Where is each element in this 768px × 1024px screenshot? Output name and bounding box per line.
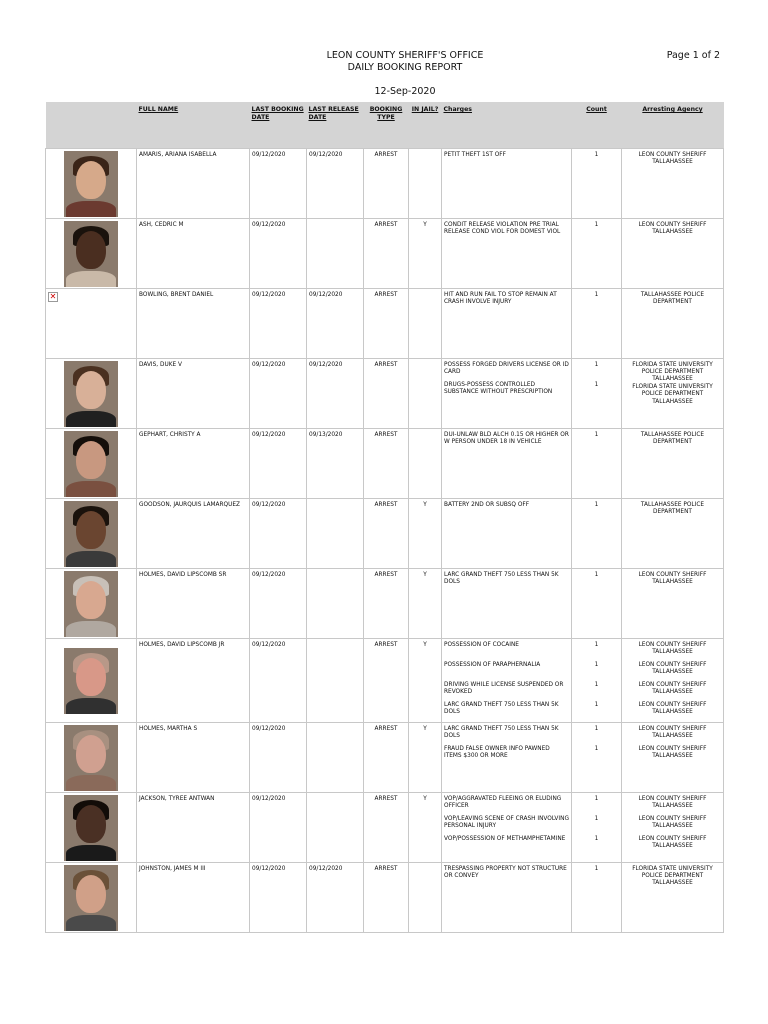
- booking-date-cell: 09/12/2020: [250, 862, 307, 932]
- booking-type-cell: ARREST: [364, 638, 409, 722]
- charge-text: POSSESSION OF PARAPHERNALIA: [444, 661, 541, 668]
- charges-cell: [442, 862, 572, 932]
- table-row: [46, 568, 724, 638]
- charge-text: LARC GRAND THEFT 750 LESS THAN 5K DOLS: [444, 725, 559, 739]
- charge-agency: LEON COUNTY SHERIFF TALLAHASSEE: [638, 641, 707, 655]
- charge-agency: FLORIDA STATE UNIVERSITY POLICE DEPARTMENT TALLAHASSEE: [632, 383, 713, 405]
- charge-text: LARC GRAND THEFT 750 LESS THAN 5K DOLS: [444, 571, 559, 585]
- mugshot-photo: [64, 795, 118, 861]
- charge-text: POSSESS FORGED DRIVERS LICENSE OR ID CARD: [444, 361, 569, 375]
- charge-text: HIT AND RUN FAIL TO STOP REMAIN AT CRASH INVOLVE INJURY: [444, 291, 557, 305]
- mugshot-photo: [64, 571, 118, 637]
- release-date-cell: [307, 792, 364, 862]
- booking-type-cell: ARREST: [364, 862, 409, 932]
- charge-agency: LEON COUNTY SHERIFF TALLAHASSEE: [638, 725, 707, 739]
- count-cell: [572, 568, 622, 638]
- full-name-cell: ASH, CEDRIC M: [137, 218, 250, 288]
- mugshot-photo: [64, 221, 118, 287]
- charge-agency: TALLAHASSEE POLICE DEPARTMENT: [640, 501, 705, 515]
- full-name-cell: GEPHART, CHRISTY A: [137, 428, 250, 498]
- mugshot-cell: [46, 288, 137, 358]
- charges-cell: [442, 722, 572, 792]
- booking-type-cell: ARREST: [364, 428, 409, 498]
- table-row: [46, 792, 724, 862]
- booking-date-cell: 09/12/2020: [250, 148, 307, 218]
- mugshot-cell: [46, 148, 137, 218]
- report-date: 12-Sep-2020: [374, 86, 436, 97]
- col-last-release-date: LAST RELEASE DATE: [307, 102, 364, 148]
- release-date-cell: [307, 218, 364, 288]
- agency-cell: [622, 862, 724, 932]
- col-full-name: FULL NAME: [137, 102, 250, 148]
- booking-date-cell: 09/12/2020: [250, 358, 307, 428]
- mugshot-cell: [46, 358, 137, 428]
- in-jail-cell: Y: [409, 218, 442, 288]
- booking-type-cell: ARREST: [364, 218, 409, 288]
- agency-cell: [622, 428, 724, 498]
- col-last-booking-date: LAST BOOKING DATE: [250, 102, 307, 148]
- count-cell: [572, 792, 622, 862]
- agency-cell: [622, 792, 724, 862]
- charge-text: PETIT THEFT 1ST OFF: [444, 151, 506, 158]
- count-cell: [572, 722, 622, 792]
- table-row: [46, 862, 724, 932]
- booking-type-cell: ARREST: [364, 358, 409, 428]
- count-cell: [572, 638, 622, 722]
- charge-count: 1: [594, 501, 599, 508]
- charge-count: 1: [594, 701, 599, 708]
- charge-agency: LEON COUNTY SHERIFF TALLAHASSEE: [638, 571, 707, 585]
- charge-count: 1: [594, 641, 599, 648]
- agency-cell: [622, 722, 724, 792]
- booking-type-cell: ARREST: [364, 498, 409, 568]
- broken-image-icon: ✕: [49, 291, 57, 301]
- mugshot-cell: [46, 428, 137, 498]
- mugshot-cell: [46, 498, 137, 568]
- charge-count: 1: [594, 291, 599, 298]
- booking-date-cell: 09/12/2020: [250, 428, 307, 498]
- full-name-cell: JOHNSTON, JAMES M III: [137, 862, 250, 932]
- mugshot-photo: [64, 865, 118, 931]
- charge-count: 1: [594, 815, 599, 822]
- charge-count: 1: [594, 835, 599, 842]
- charge-count: 1: [594, 681, 599, 688]
- charge-text: DRIVING WHILE LICENSE SUSPENDED OR REVOKED: [444, 681, 564, 695]
- in-jail-cell: Y: [409, 722, 442, 792]
- charge-count: 1: [594, 865, 599, 872]
- table-row: [46, 218, 724, 288]
- table-row: [46, 638, 724, 722]
- mugshot-photo: [64, 501, 118, 567]
- in-jail-cell: [409, 288, 442, 358]
- count-cell: [572, 358, 622, 428]
- page-number: Page 1 of 2: [666, 50, 720, 61]
- count-cell: [572, 218, 622, 288]
- full-name-cell: DAVIS, DUKE V: [137, 358, 250, 428]
- charge-text: CONDIT RELEASE VIOLATION PRE TRIAL RELEASE COND VIOL FOR DOMEST VIOL: [444, 221, 561, 235]
- charge-count: 1: [594, 661, 599, 668]
- charge-count: 1: [594, 151, 599, 158]
- full-name-cell: JACKSON, TYREE ANTWAN: [137, 792, 250, 862]
- charge-agency: TALLAHASSEE POLICE DEPARTMENT: [640, 291, 705, 305]
- in-jail-cell: [409, 862, 442, 932]
- booking-date-cell: 09/12/2020: [250, 288, 307, 358]
- charge-agency: LEON COUNTY SHERIFF TALLAHASSEE: [638, 661, 707, 675]
- release-date-cell: [307, 722, 364, 792]
- table-row: [46, 358, 724, 428]
- agency-cell: [622, 218, 724, 288]
- charges-cell: [442, 498, 572, 568]
- mugshot-photo: [64, 361, 118, 427]
- charges-cell: [442, 148, 572, 218]
- charge-count: 1: [594, 221, 599, 228]
- booking-type-cell: ARREST: [364, 288, 409, 358]
- in-jail-cell: Y: [409, 792, 442, 862]
- charge-count: 1: [594, 381, 599, 388]
- agency-cell: [622, 148, 724, 218]
- agency-cell: [622, 498, 724, 568]
- release-date-cell: 09/13/2020: [307, 428, 364, 498]
- charge-agency: LEON COUNTY SHERIFF TALLAHASSEE: [638, 701, 707, 715]
- table-header-row: [46, 102, 724, 148]
- in-jail-cell: Y: [409, 638, 442, 722]
- charge-count: 1: [594, 361, 599, 368]
- charge-agency: LEON COUNTY SHERIFF TALLAHASSEE: [638, 745, 707, 759]
- charge-agency: FLORIDA STATE UNIVERSITY POLICE DEPARTMENT TALLAHASSEE: [632, 361, 713, 383]
- report-title-line1: LEON COUNTY SHERIFF'S OFFICE: [326, 50, 484, 61]
- col-count: Count: [572, 102, 622, 148]
- full-name-cell: AMARIS, ARIANA ISABELLA: [137, 148, 250, 218]
- mugshot-photo: [64, 648, 118, 714]
- charges-cell: [442, 568, 572, 638]
- charges-cell: [442, 218, 572, 288]
- charges-cell: [442, 792, 572, 862]
- report-title: [230, 50, 580, 74]
- in-jail-cell: [409, 358, 442, 428]
- charge-agency: LEON COUNTY SHERIFF TALLAHASSEE: [638, 681, 707, 695]
- charge-text: VOP/LEAVING SCENE OF CRASH INVOLVING PERSONAL INJURY: [444, 815, 569, 829]
- booking-type-cell: ARREST: [364, 792, 409, 862]
- col-photo: [46, 102, 137, 148]
- full-name-cell: BOWLING, BRENT DANIEL: [137, 288, 250, 358]
- charge-agency: TALLAHASSEE POLICE DEPARTMENT: [640, 431, 705, 445]
- charge-text: POSSESSION OF COCAINE: [444, 641, 519, 648]
- release-date-cell: 09/12/2020: [307, 358, 364, 428]
- in-jail-cell: Y: [409, 498, 442, 568]
- count-cell: [572, 498, 622, 568]
- count-cell: [572, 428, 622, 498]
- charge-agency: LEON COUNTY SHERIFF TALLAHASSEE: [638, 835, 707, 849]
- table-row: [46, 722, 724, 792]
- count-cell: [572, 288, 622, 358]
- charges-cell: [442, 358, 572, 428]
- mugshot-photo: [64, 725, 118, 791]
- charge-count: 1: [594, 431, 599, 438]
- charge-agency: LEON COUNTY SHERIFF TALLAHASSEE: [638, 151, 707, 165]
- release-date-cell: 09/12/2020: [307, 148, 364, 218]
- charge-text: LARC GRAND THEFT 750 LESS THAN 5K DOLS: [444, 701, 559, 715]
- release-date-cell: 09/12/2020: [307, 288, 364, 358]
- count-cell: [572, 862, 622, 932]
- charge-agency: LEON COUNTY SHERIFF TALLAHASSEE: [638, 795, 707, 809]
- charges-cell: [442, 288, 572, 358]
- agency-cell: [622, 358, 724, 428]
- booking-date-cell: 09/12/2020: [250, 568, 307, 638]
- mugshot-photo: [64, 151, 118, 217]
- charge-count: 1: [594, 795, 599, 802]
- in-jail-cell: [409, 148, 442, 218]
- table-row: [46, 428, 724, 498]
- charge-text: FRAUD FALSE OWNER INFO PAWNED ITEMS $300 OR MORE: [444, 745, 550, 759]
- mugshot-cell: [46, 792, 137, 862]
- col-booking-type: BOOKING TYPE: [364, 102, 409, 148]
- booking-date-cell: 09/12/2020: [250, 722, 307, 792]
- booking-date-cell: 09/12/2020: [250, 792, 307, 862]
- release-date-cell: [307, 498, 364, 568]
- mugshot-cell: [46, 218, 137, 288]
- full-name-cell: HOLMES, DAVID LIPSCOMB JR: [137, 638, 250, 722]
- mugshot-cell: [46, 638, 137, 722]
- agency-cell: [622, 568, 724, 638]
- charge-agency: LEON COUNTY SHERIFF TALLAHASSEE: [638, 221, 707, 235]
- charge-agency: FLORIDA STATE UNIVERSITY POLICE DEPARTMENT TALLAHASSEE: [632, 865, 713, 887]
- table-row: [46, 288, 724, 358]
- charge-text: DRUGS-POSSESS CONTROLLED SUBSTANCE WITHOUT PRESCRIPTION: [444, 381, 553, 395]
- full-name-cell: GOODSON, JAURQUIS LAMARQUEZ: [137, 498, 250, 568]
- release-date-cell: [307, 638, 364, 722]
- charge-count: 1: [594, 571, 599, 578]
- in-jail-cell: Y: [409, 568, 442, 638]
- booking-date-cell: 09/12/2020: [250, 218, 307, 288]
- report-title-line2: DAILY BOOKING REPORT: [347, 62, 463, 73]
- charge-text: DUI-UNLAW BLD ALCH 0.15 OR HIGHER OR W PERSON UNDER 18 IN VEHICLE: [444, 431, 569, 445]
- charge-agency: LEON COUNTY SHERIFF TALLAHASSEE: [638, 815, 707, 829]
- count-cell: [572, 148, 622, 218]
- booking-date-cell: 09/12/2020: [250, 638, 307, 722]
- charge-text: VOP/AGGRAVATED FLEEING OR ELUDING OFFICER: [444, 795, 562, 809]
- col-in-jail: IN JAIL?: [409, 102, 442, 148]
- charges-cell: [442, 428, 572, 498]
- booking-table: [45, 102, 724, 933]
- table-row: [46, 498, 724, 568]
- booking-date-cell: 09/12/2020: [250, 498, 307, 568]
- charge-count: 1: [594, 725, 599, 732]
- booking-type-cell: ARREST: [364, 722, 409, 792]
- full-name-cell: HOLMES, DAVID LIPSCOMB SR: [137, 568, 250, 638]
- agency-cell: [622, 638, 724, 722]
- charge-count: 1: [594, 745, 599, 752]
- release-date-cell: [307, 568, 364, 638]
- release-date-cell: 09/12/2020: [307, 862, 364, 932]
- agency-cell: [622, 288, 724, 358]
- table-row: [46, 148, 724, 218]
- mugshot-cell: [46, 722, 137, 792]
- charge-text: BATTERY 2ND OR SUBSQ OFF: [444, 501, 530, 508]
- full-name-cell: HOLMES, MARTHA S: [137, 722, 250, 792]
- booking-type-cell: ARREST: [364, 148, 409, 218]
- mugshot-cell: [46, 862, 137, 932]
- mugshot-photo: [64, 431, 118, 497]
- booking-type-cell: ARREST: [364, 568, 409, 638]
- col-arresting-agency: Arresting Agency: [622, 102, 724, 148]
- mugshot-cell: [46, 568, 137, 638]
- charge-text: VOP/POSSESSION OF METHAMPHETAMINE: [444, 835, 566, 842]
- charges-cell: [442, 638, 572, 722]
- col-charges: Charges: [442, 102, 572, 148]
- in-jail-cell: [409, 428, 442, 498]
- charge-text: TRESPASSING PROPERTY NOT STRUCTURE OR CONVEY: [444, 865, 567, 879]
